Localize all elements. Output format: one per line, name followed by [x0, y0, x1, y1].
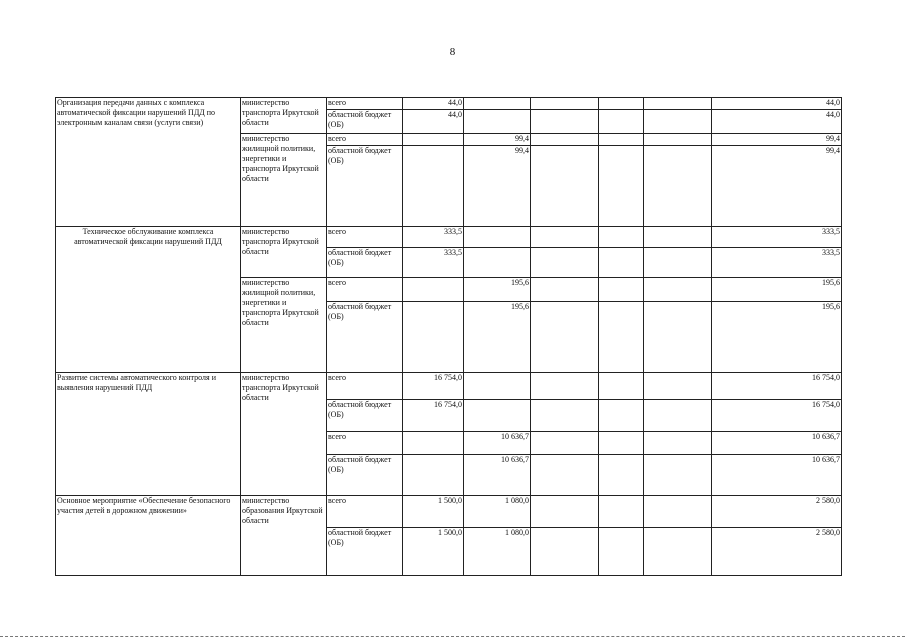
year1-value [403, 134, 464, 146]
year1-value: 1 500,0 [403, 528, 464, 576]
activity-name: Развитие системы автоматического контроля и выявления нарушений ПДД [56, 373, 241, 496]
budget-table [55, 97, 842, 576]
total-value: 99,4 [712, 146, 842, 227]
year2-value: 99,4 [464, 146, 531, 227]
total-value: 2 580,0 [712, 528, 842, 576]
year2-value [464, 248, 531, 278]
year1-value: 1 500,0 [403, 496, 464, 528]
year1-value: 16 754,0 [403, 400, 464, 432]
funding-source: областной бюджет (ОБ) [327, 146, 403, 227]
funding-source: всего [327, 278, 403, 302]
funding-source: областной бюджет (ОБ) [327, 528, 403, 576]
year1-value [403, 146, 464, 227]
page-edge-divider [0, 636, 905, 637]
year1-value: 333,5 [403, 227, 464, 248]
year2-value [464, 373, 531, 400]
table-row [56, 98, 842, 110]
table-row [56, 496, 842, 528]
year2-value: 10 636,7 [464, 432, 531, 455]
executor: министерство жилищной политики, энергетики и транспорта Иркутской области [241, 278, 327, 373]
executor: министерство транспорта Иркутской области [241, 373, 327, 496]
year2-value [464, 227, 531, 248]
total-value: 333,5 [712, 227, 842, 248]
year2-value: 99,4 [464, 134, 531, 146]
funding-source: областной бюджет (ОБ) [327, 248, 403, 278]
year1-value: 44,0 [403, 110, 464, 134]
total-value: 10 636,7 [712, 432, 842, 455]
year1-value [403, 455, 464, 496]
funding-source: всего [327, 134, 403, 146]
funding-source: областной бюджет (ОБ) [327, 400, 403, 432]
funding-source: областной бюджет (ОБ) [327, 302, 403, 373]
executor: министерство жилищной политики, энергетики и транспорта Иркутской области [241, 134, 327, 227]
year2-value: 195,6 [464, 302, 531, 373]
year1-value [403, 432, 464, 455]
total-value: 44,0 [712, 110, 842, 134]
executor: министерство транспорта Иркутской области [241, 227, 327, 278]
total-value: 333,5 [712, 248, 842, 278]
funding-source: всего [327, 432, 403, 455]
activity-name: Основное мероприятие «Обеспечение безопасного участия детей в дорожном движении» [56, 496, 241, 576]
total-value: 2 580,0 [712, 496, 842, 528]
funding-source: областной бюджет (ОБ) [327, 110, 403, 134]
total-value: 195,6 [712, 302, 842, 373]
year2-value: 1 080,0 [464, 496, 531, 528]
total-value: 99,4 [712, 134, 842, 146]
funding-source: всего [327, 373, 403, 400]
year2-value: 1 080,0 [464, 528, 531, 576]
activity-name: Техническое обслуживание комплекса автоматической фиксации нарушений ПДД [56, 227, 241, 373]
year1-value: 333,5 [403, 248, 464, 278]
year1-value [403, 302, 464, 373]
year1-value [403, 278, 464, 302]
funding-source: всего [327, 98, 403, 110]
funding-source: всего [327, 227, 403, 248]
year2-value [464, 400, 531, 432]
executor: министерство образования Иркутской области [241, 496, 327, 576]
activity-name: Организация передачи данных с комплекса автоматической фиксации нарушений ПДД по электронным каналам связи (услуги связи) [56, 98, 241, 227]
total-value: 195,6 [712, 278, 842, 302]
total-value: 44,0 [712, 98, 842, 110]
year1-value: 44,0 [403, 98, 464, 110]
total-value: 16 754,0 [712, 400, 842, 432]
funding-source: всего [327, 496, 403, 528]
table-row [56, 227, 842, 248]
total-value: 10 636,7 [712, 455, 842, 496]
year2-value: 10 636,7 [464, 455, 531, 496]
year1-value: 16 754,0 [403, 373, 464, 400]
year2-value [464, 98, 531, 110]
executor: министерство транспорта Иркутской области [241, 98, 327, 134]
table-row [56, 373, 842, 400]
year2-value: 195,6 [464, 278, 531, 302]
page-number: 8 [449, 46, 456, 58]
funding-source: областной бюджет (ОБ) [327, 455, 403, 496]
year2-value [464, 110, 531, 134]
total-value: 16 754,0 [712, 373, 842, 400]
